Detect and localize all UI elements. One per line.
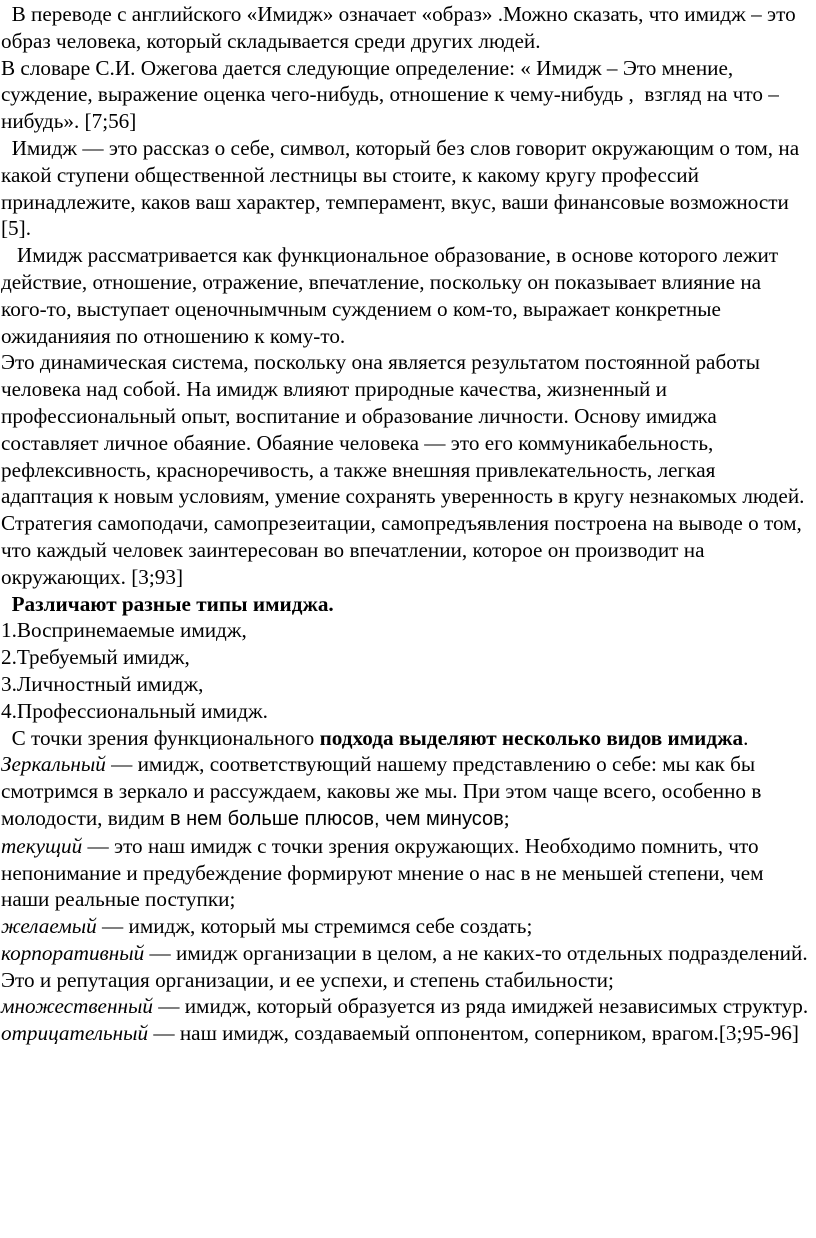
kind-description: — имидж, соответствующий нашему представлению о себе: мы как бы смотримся в зеркало и рассуждаем, каковы же мы. При этом чаще всего, особенно в молодости, видим	[1, 752, 767, 830]
types-list-item: 4.Профессиональный имидж.	[1, 698, 268, 723]
kind-term: текущий	[1, 833, 83, 858]
kind-description: — наш имидж, создаваемый оппонентом, соперником, врагом.[3;95-96]	[148, 1021, 799, 1046]
kind-desired	[1, 913, 810, 940]
kind-term: множественный	[1, 994, 153, 1019]
kind-negative	[1, 1020, 810, 1047]
paragraph-image-translation: В переводе с английского «Имидж» означает «образ» .Можно сказать, что имидж – это образ человека, который складывается среди других людей.	[1, 2, 801, 53]
types-list-item: 3.Личностный имидж,	[1, 671, 204, 696]
kind-mirror	[1, 751, 810, 832]
kind-description: — имидж, который образуется из ряда имиджей независимых структур.	[152, 994, 809, 1019]
paragraph-image-story: Имидж — это рассказ о себе, символ, который без слов говорит окружающим о том, на какой ступени общественной лестницы вы стоите, к какому кругу профессий принадлежите, каков ваш характер, темперамент, вкус, ваши финансовые возможности [5].	[1, 135, 805, 241]
kind-description: — имидж организации в целом, а не каких-то отдельных подразделений. Это и репутация организации, и ее успехи, и степень стабильности;	[1, 940, 813, 992]
types-heading-text: Различают разные типы имиджа.	[1, 591, 334, 616]
kind-term: желаемый	[1, 914, 97, 939]
functional-intro-end: .	[743, 725, 749, 750]
paragraph-functional-formation: Имидж рассматривается как функциональное образование, в основе которого лежит действие, отношение, отражение, впечатление, поскольку он показывает влияние на кого-то, выступает оценочнымчным суждением о ком-то, выражает конкретные ожиданияия по отношению к кому-то.	[1, 243, 784, 348]
types-list-item: 1.Воспринемаемые имидж,	[1, 618, 247, 643]
functional-intro-bold: подхода выделяют несколько видов имиджа	[319, 725, 744, 750]
kind-term: корпоративный	[1, 940, 145, 965]
functional-approach-intro	[1, 725, 810, 752]
kind-term: отрицательный	[1, 1021, 149, 1046]
kind-description: — имидж, который мы стремимся себе создать;	[96, 914, 533, 939]
kind-description-sans: в нем больше плюсов, чем минусов	[169, 807, 504, 830]
functional-intro-text: С точки зрения функционального	[1, 725, 320, 750]
kind-description-end: ;	[503, 805, 510, 830]
kind-term: Зеркальный	[1, 752, 106, 777]
paragraph-dynamic-system: Это динамическая система, поскольку она является результатом постоянной работы человека над собой. На имидж влияют природные качества, жизненный и профессиональный опыт, воспитание и образование личности. Основу имиджа составляет личное обаяние. Обаяние человека — это его коммуникабельность, рефлексивность, красноречивость, а также внешняя привлекательность, легкая адаптация к новым условиям, умение сохранять уверенность в кругу незнакомых людей. Стратегия самоподачи, самопрезеитации, самопредъявления построена на выводе о том, что каждый человек заинтересован во впечатлении, которое он производит на окружающих. [3;93]	[1, 350, 810, 589]
types-heading	[1, 591, 810, 618]
kind-multiple	[1, 993, 810, 1020]
types-list-item: 2.Требуемый имидж,	[1, 645, 190, 670]
kind-description: — это наш имидж с точки зрения окружающих. Необходимо помнить, что непонимание и предубеждение формируют мнение о нас в не меньшей степени, чем наши реальные поступки;	[1, 833, 769, 912]
kind-current	[1, 833, 810, 913]
kind-corporate	[1, 940, 813, 994]
paragraph-ozhegov-definition: В словаре С.И. Ожегова дается следующие определение: « Имидж – Это мнение, суждение, выражение оценка чего-нибудь, отношение к чему-нибудь , взгляд на что – нибудь». [7;56]	[1, 55, 785, 134]
